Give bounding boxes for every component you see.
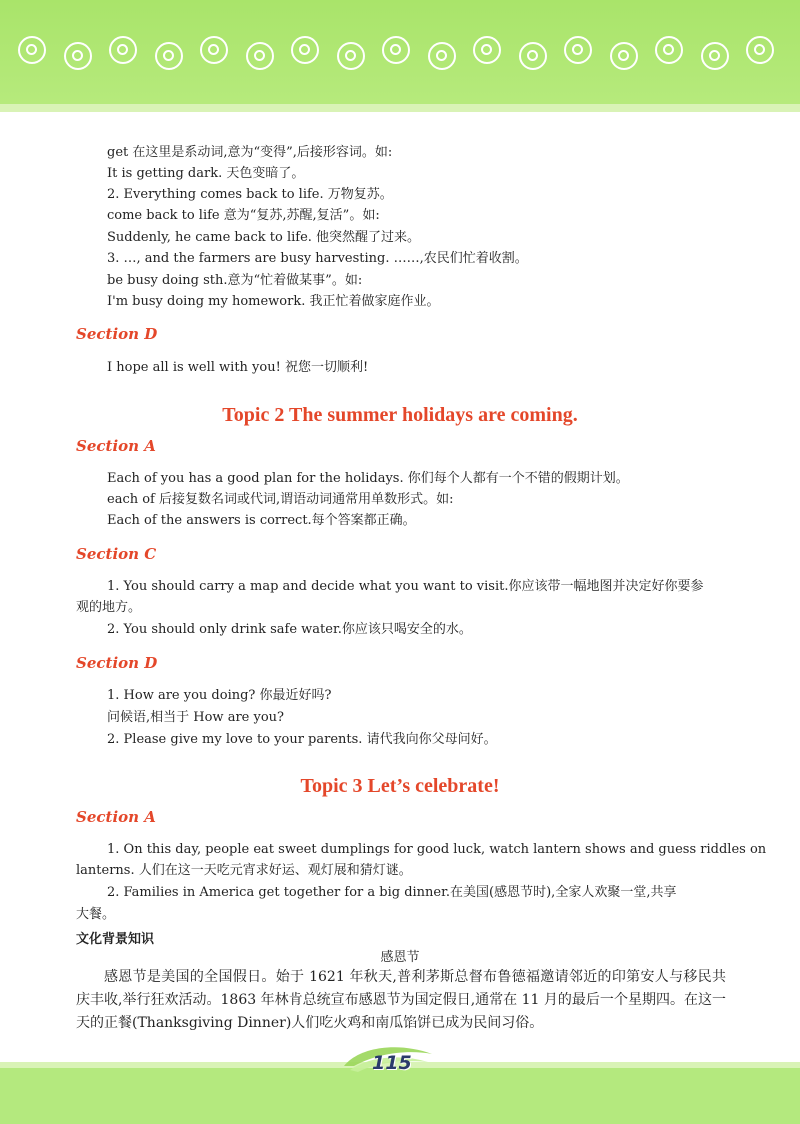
text-line: each of 后接复数名词或代词,谓语动词通常用单数形式。如: — [107, 492, 454, 507]
text-line: I'm busy doing my homework. 我正忙着做家庭作业。 — [107, 294, 440, 309]
text-line: I hope all is well with you! 祝您一切顺利! — [107, 360, 369, 375]
ring-icon — [564, 36, 592, 64]
text-line: 2. Please give my love to your parents. 请代我向你父母问好。 — [107, 732, 497, 747]
ring-icon — [428, 42, 456, 70]
ring-icon — [155, 42, 183, 70]
section-heading: Section D — [76, 325, 158, 343]
ring-icon — [18, 36, 46, 64]
text-line: 2. Everything comes back to life. 万物复苏。 — [107, 187, 393, 202]
culture-paragraph: 感恩节是美国的全国假日。始于 1621 年秋天,普利茅斯总督布鲁德福邀请邻近的印第安人与移民共庆丰收,举行狂欢活动。1863 年林肯总统宣布感恩节为国定假日,通常在 11 月的最后一个星期四。在这一天的正餐(Thanksgiving Dinner)人们吃火鸡和南瓜馅饼已成为民间习俗。 — [76, 969, 726, 1031]
ring-icon — [473, 36, 501, 64]
section-heading: Section A — [76, 808, 156, 826]
text-line: 1. How are you doing? 你最近好吗? — [107, 688, 332, 703]
ring-icon — [291, 36, 319, 64]
culture-title: 感恩节 — [380, 950, 420, 965]
text-line: 大餐。 — [76, 907, 116, 922]
ring-icon — [337, 42, 365, 70]
text-line: 1. You should carry a map and decide what you want to visit.你应该带一幅地图并决定好你要参 — [107, 579, 704, 594]
text-line: lanterns. 人们在这一天吃元宵求好运、观灯展和猜灯谜。 — [76, 863, 412, 878]
text-line: Suddenly, he came back to life. 他突然醒了过来。 — [107, 230, 421, 245]
ring-icon — [746, 36, 774, 64]
text-line: It is getting dark. 天色变暗了。 — [107, 166, 305, 181]
text-line: come back to life 意为“复苏,苏醒,复活”。如: — [107, 208, 380, 223]
text-line: 2. Families in America get together for a big dinner.在美国(感恩节时),全家人欢聚一堂,共享 — [107, 885, 677, 900]
ring-icon — [200, 36, 228, 64]
ring-icon — [701, 42, 729, 70]
ring-icon — [610, 42, 638, 70]
ring-icon — [655, 36, 683, 64]
ring-icon — [382, 36, 410, 64]
section-heading: Section C — [76, 545, 157, 563]
header-rings — [0, 32, 800, 72]
text-line: 2. You should only drink safe water.你应该只喝安全的水。 — [107, 622, 472, 637]
text-line: 3. …, and the farmers are busy harvesting. ……,农民们忙着收割。 — [107, 251, 528, 266]
text-line: be busy doing sth.意为“忙着做某事”。如: — [107, 273, 363, 288]
text-line: Each of the answers is correct.每个答案都正确。 — [107, 513, 416, 528]
header-divider — [0, 104, 800, 112]
ring-icon — [109, 36, 137, 64]
text-line: 问候语,相当于 How are you? — [107, 710, 284, 725]
ring-icon — [64, 42, 92, 70]
text-line: get 在这里是系动词,意为“变得”,后接形容词。如: — [107, 145, 393, 160]
ring-icon — [246, 42, 274, 70]
topic-title: Topic 2 The summer holidays are coming. — [222, 404, 578, 426]
text-line: 1. On this day, people eat sweet dumplings for good luck, watch lantern shows and guess riddles on — [107, 842, 767, 857]
section-heading: Section A — [76, 437, 156, 455]
text-line: Each of you has a good plan for the holidays. 你们每个人都有一个不错的假期计划。 — [107, 471, 629, 486]
ring-icon — [519, 42, 547, 70]
culture-heading: 文化背景知识 — [76, 932, 155, 947]
topic-title: Topic 3 Let’s celebrate! — [300, 775, 500, 797]
page-number: 115 — [372, 1052, 412, 1074]
text-line: 观的地方。 — [76, 600, 142, 615]
section-heading: Section D — [76, 654, 158, 672]
